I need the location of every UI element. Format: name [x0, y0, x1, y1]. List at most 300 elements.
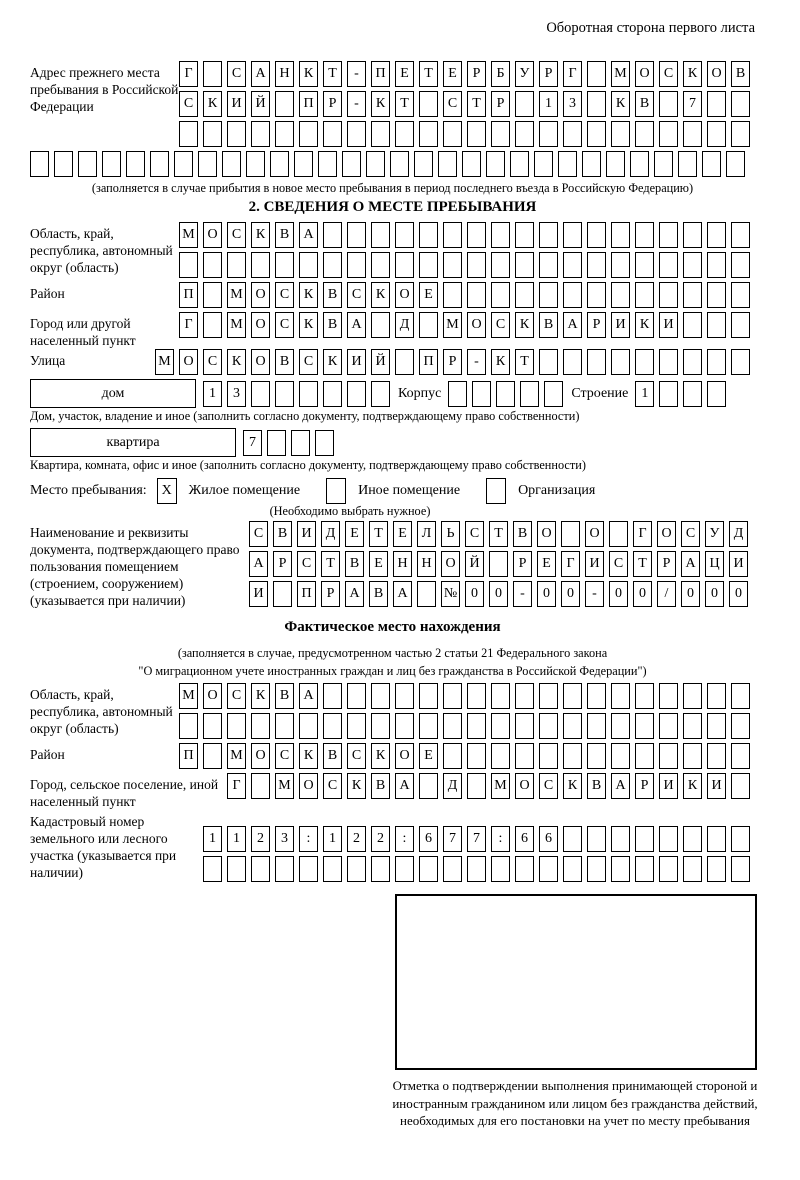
- char-cell: К: [323, 349, 342, 375]
- char-cell: [731, 856, 750, 882]
- char-cell: [347, 683, 366, 709]
- char-cell: И: [347, 349, 366, 375]
- char-cell: [659, 282, 678, 308]
- char-cell: [611, 121, 630, 147]
- city2-field: [30, 773, 755, 810]
- char-cell: [731, 683, 750, 709]
- char-cell: О: [707, 61, 726, 87]
- char-cell: [419, 252, 438, 278]
- char-cell: [342, 151, 361, 177]
- char-cell: [467, 282, 486, 308]
- char-cell: К: [515, 312, 534, 338]
- char-cell: Т: [515, 349, 534, 375]
- char-cell: [443, 282, 462, 308]
- char-cell: [539, 121, 558, 147]
- char-cell: И: [659, 773, 678, 799]
- char-cell: [294, 151, 313, 177]
- char-cell: [659, 222, 678, 248]
- char-cell: С: [659, 61, 678, 87]
- char-cell: [683, 252, 702, 278]
- char-cell: С: [443, 91, 462, 117]
- char-cell: Г: [179, 61, 198, 87]
- char-cell: А: [563, 312, 582, 338]
- char-cell: [273, 581, 292, 607]
- char-cell: С: [203, 349, 222, 375]
- char-cell: В: [275, 222, 294, 248]
- char-cell: [731, 222, 750, 248]
- prev-address-row-3: [179, 121, 755, 147]
- char-cell: [683, 713, 702, 739]
- char-cell: [635, 856, 654, 882]
- char-cell: [539, 282, 558, 308]
- char-cell: -: [347, 91, 366, 117]
- street-label: Улица: [30, 353, 66, 368]
- char-cell: Ь: [441, 521, 460, 547]
- city-row: [179, 312, 755, 338]
- char-cell: 6: [515, 826, 534, 852]
- char-cell: [611, 856, 630, 882]
- char-cell: [203, 856, 222, 882]
- char-cell: [635, 252, 654, 278]
- char-cell: [563, 252, 582, 278]
- char-cell: [707, 826, 726, 852]
- district-field: [30, 282, 755, 312]
- cadastre-field: [30, 810, 755, 886]
- char-cell: [371, 121, 390, 147]
- char-cell: В: [275, 683, 294, 709]
- char-cell: [438, 151, 457, 177]
- char-cell: [78, 151, 97, 177]
- char-cell: С: [323, 773, 342, 799]
- stay-place-caption: (Необходимо выбрать нужное): [269, 504, 431, 518]
- char-cell: [731, 773, 750, 799]
- char-cell: Б: [491, 61, 510, 87]
- char-cell: Д: [321, 521, 340, 547]
- char-cell: В: [275, 349, 294, 375]
- region-field: [30, 222, 755, 282]
- char-cell: [702, 151, 721, 177]
- char-cell: [520, 381, 539, 407]
- char-cell: Р: [539, 61, 558, 87]
- document-row-1: [249, 521, 755, 547]
- char-cell: [731, 312, 750, 338]
- char-cell: Е: [395, 61, 414, 87]
- char-cell: [395, 222, 414, 248]
- char-cell: С: [275, 282, 294, 308]
- char-cell: [323, 222, 342, 248]
- char-cell: К: [251, 222, 270, 248]
- char-cell: [707, 349, 726, 375]
- char-cell: [539, 856, 558, 882]
- char-cell: [563, 826, 582, 852]
- char-cell: Т: [369, 521, 388, 547]
- stamp-caption: Отметка о подтверждении выполнения принимающей стороной и иностранным гражданином или лицом без гражданства действий, необходимых для его постановки на учет по месту пребывания: [392, 1078, 758, 1128]
- char-cell: Д: [443, 773, 462, 799]
- char-cell: [731, 282, 750, 308]
- char-cell: [635, 282, 654, 308]
- char-cell: И: [297, 521, 316, 547]
- char-cell: А: [345, 581, 364, 607]
- char-cell: [630, 151, 649, 177]
- char-cell: Е: [419, 743, 438, 769]
- char-cell: М: [491, 773, 510, 799]
- char-cell: [731, 713, 750, 739]
- char-cell: [395, 856, 414, 882]
- district-row: [179, 282, 755, 308]
- char-cell: В: [635, 91, 654, 117]
- char-cell: [635, 743, 654, 769]
- region-row-2: [179, 252, 755, 278]
- char-cell: [515, 91, 534, 117]
- char-cell: С: [249, 521, 268, 547]
- char-cell: В: [539, 312, 558, 338]
- char-cell: М: [275, 773, 294, 799]
- char-cell: [390, 151, 409, 177]
- char-cell: С: [275, 743, 294, 769]
- char-cell: И: [585, 551, 604, 577]
- char-cell: 1: [203, 826, 222, 852]
- char-cell: [491, 683, 510, 709]
- char-cell: [611, 222, 630, 248]
- char-cell: К: [251, 683, 270, 709]
- char-cell: [395, 713, 414, 739]
- char-cell: С: [297, 551, 316, 577]
- char-cell: С: [491, 312, 510, 338]
- char-cell: [443, 856, 462, 882]
- char-cell: [467, 683, 486, 709]
- char-cell: [150, 151, 169, 177]
- char-cell: [419, 773, 438, 799]
- char-cell: [347, 713, 366, 739]
- district2-row: [179, 743, 755, 769]
- char-cell: [587, 91, 606, 117]
- char-cell: Н: [417, 551, 436, 577]
- char-cell: В: [323, 312, 342, 338]
- char-cell: К: [371, 282, 390, 308]
- char-cell: [227, 713, 246, 739]
- char-cell: [486, 151, 505, 177]
- region2-row-2: [179, 713, 755, 739]
- char-cell: [611, 252, 630, 278]
- char-cell: [251, 856, 270, 882]
- char-cell: [347, 381, 366, 407]
- char-cell: [467, 713, 486, 739]
- char-cell: [635, 683, 654, 709]
- char-cell: 0: [465, 581, 484, 607]
- char-cell: [395, 252, 414, 278]
- stroenie-cells: [635, 381, 731, 407]
- char-cell: [611, 713, 630, 739]
- char-cell: Т: [323, 61, 342, 87]
- char-cell: [659, 743, 678, 769]
- char-cell: Д: [395, 312, 414, 338]
- char-cell: А: [251, 61, 270, 87]
- char-cell: М: [155, 349, 174, 375]
- char-cell: [251, 252, 270, 278]
- char-cell: [539, 222, 558, 248]
- char-cell: [707, 381, 726, 407]
- cadastre-row-2: [203, 856, 755, 882]
- char-cell: [462, 151, 481, 177]
- char-cell: В: [323, 282, 342, 308]
- char-cell: [659, 381, 678, 407]
- char-cell: Т: [633, 551, 652, 577]
- char-cell: В: [587, 773, 606, 799]
- char-cell: А: [611, 773, 630, 799]
- char-cell: Т: [419, 61, 438, 87]
- char-cell: №: [441, 581, 460, 607]
- char-cell: К: [683, 773, 702, 799]
- char-cell: [203, 282, 222, 308]
- char-cell: У: [515, 61, 534, 87]
- char-cell: -: [513, 581, 532, 607]
- actual-location-caption-2: "О миграционном учете иностранных граждан и лиц без гражданства в Российской Федерации"): [138, 664, 647, 678]
- char-cell: [654, 151, 673, 177]
- char-cell: [222, 151, 241, 177]
- char-cell: [587, 826, 606, 852]
- stroenie-label: Строение: [571, 385, 629, 401]
- char-cell: [251, 713, 270, 739]
- char-cell: [323, 121, 342, 147]
- char-cell: [683, 312, 702, 338]
- char-cell: [707, 91, 726, 117]
- apartment-row: [30, 428, 755, 457]
- region-label: Область, край, республика, автономный округ (область): [30, 226, 173, 275]
- char-cell: [539, 683, 558, 709]
- char-cell: [659, 683, 678, 709]
- char-cell: Г: [561, 551, 580, 577]
- char-cell: [515, 252, 534, 278]
- char-cell: И: [707, 773, 726, 799]
- char-cell: Е: [537, 551, 556, 577]
- char-cell: Г: [227, 773, 246, 799]
- char-cell: К: [491, 349, 510, 375]
- city2-row: [227, 773, 755, 799]
- char-cell: [227, 121, 246, 147]
- char-cell: [179, 252, 198, 278]
- char-cell: 2: [371, 826, 390, 852]
- char-cell: К: [347, 773, 366, 799]
- char-cell: С: [179, 91, 198, 117]
- char-cell: [443, 222, 462, 248]
- char-cell: В: [323, 743, 342, 769]
- char-cell: Е: [369, 551, 388, 577]
- char-cell: [683, 743, 702, 769]
- char-cell: Н: [275, 61, 294, 87]
- char-cell: [635, 121, 654, 147]
- char-cell: [707, 312, 726, 338]
- stay-option-residential-checkbox: X: [157, 478, 177, 504]
- char-cell: О: [657, 521, 676, 547]
- char-cell: [611, 349, 630, 375]
- char-cell: [417, 581, 436, 607]
- char-cell: [683, 222, 702, 248]
- char-cell: [371, 683, 390, 709]
- char-cell: [587, 121, 606, 147]
- char-cell: [563, 713, 582, 739]
- char-cell: [707, 222, 726, 248]
- char-cell: [659, 826, 678, 852]
- char-cell: [315, 430, 334, 456]
- char-cell: Р: [491, 91, 510, 117]
- char-cell: [587, 683, 606, 709]
- stay-option-other-checkbox: [326, 478, 346, 504]
- char-cell: [587, 282, 606, 308]
- prev-address-field: [30, 61, 755, 151]
- char-cell: [563, 856, 582, 882]
- char-cell: [54, 151, 73, 177]
- char-cell: [267, 430, 286, 456]
- char-cell: [347, 856, 366, 882]
- char-cell: [659, 349, 678, 375]
- char-cell: М: [227, 312, 246, 338]
- char-cell: Д: [729, 521, 748, 547]
- char-cell: 1: [203, 381, 222, 407]
- char-cell: [515, 683, 534, 709]
- char-cell: Р: [467, 61, 486, 87]
- char-cell: [489, 551, 508, 577]
- stay-option-organization-label: Организация: [518, 483, 596, 498]
- char-cell: [443, 743, 462, 769]
- house-caption: Дом, участок, владение и иное (заполнить согласно документу, подтверждающему право собственности): [30, 409, 580, 423]
- char-cell: Й: [371, 349, 390, 375]
- char-cell: Р: [323, 91, 342, 117]
- char-cell: О: [467, 312, 486, 338]
- confirmation-stamp-box: [395, 894, 757, 1070]
- char-cell: [347, 252, 366, 278]
- char-cell: П: [419, 349, 438, 375]
- document-field: [30, 521, 755, 611]
- char-cell: [299, 381, 318, 407]
- char-cell: О: [395, 282, 414, 308]
- char-cell: О: [585, 521, 604, 547]
- char-cell: 2: [347, 826, 366, 852]
- char-cell: [203, 121, 222, 147]
- char-cell: К: [227, 349, 246, 375]
- char-cell: [635, 222, 654, 248]
- char-cell: :: [491, 826, 510, 852]
- char-cell: Й: [465, 551, 484, 577]
- char-cell: [203, 743, 222, 769]
- char-cell: М: [179, 683, 198, 709]
- char-cell: [30, 151, 49, 177]
- char-cell: [707, 713, 726, 739]
- char-cell: [563, 121, 582, 147]
- char-cell: Й: [251, 91, 270, 117]
- char-cell: А: [249, 551, 268, 577]
- char-cell: [395, 349, 414, 375]
- apartment-widebox: квартира: [30, 428, 236, 457]
- char-cell: [323, 381, 342, 407]
- street-field: [30, 349, 755, 379]
- char-cell: О: [251, 349, 270, 375]
- char-cell: 0: [537, 581, 556, 607]
- char-cell: 3: [227, 381, 246, 407]
- char-cell: [659, 713, 678, 739]
- char-cell: [414, 151, 433, 177]
- char-cell: [515, 743, 534, 769]
- char-cell: [515, 222, 534, 248]
- char-cell: В: [731, 61, 750, 87]
- char-cell: [587, 713, 606, 739]
- char-cell: 3: [563, 91, 582, 117]
- char-cell: [678, 151, 697, 177]
- char-cell: Г: [633, 521, 652, 547]
- char-cell: [726, 151, 745, 177]
- char-cell: 1: [323, 826, 342, 852]
- char-cell: Р: [443, 349, 462, 375]
- document-label: Наименование и реквизиты документа, подтверждающего право пользования помещением (строением, сооружением) (указывается при наличии): [30, 525, 240, 608]
- char-cell: [731, 91, 750, 117]
- char-cell: [683, 282, 702, 308]
- char-cell: [539, 713, 558, 739]
- char-cell: [539, 743, 558, 769]
- char-cell: У: [705, 521, 724, 547]
- char-cell: И: [611, 312, 630, 338]
- char-cell: [467, 856, 486, 882]
- char-cell: 0: [561, 581, 580, 607]
- char-cell: П: [179, 282, 198, 308]
- char-cell: С: [227, 222, 246, 248]
- stay-place-row: [30, 478, 755, 504]
- char-cell: [198, 151, 217, 177]
- char-cell: 1: [227, 826, 246, 852]
- char-cell: О: [203, 222, 222, 248]
- char-cell: [366, 151, 385, 177]
- char-cell: А: [681, 551, 700, 577]
- char-cell: [587, 222, 606, 248]
- char-cell: [467, 121, 486, 147]
- char-cell: [275, 252, 294, 278]
- char-cell: /: [657, 581, 676, 607]
- char-cell: [659, 252, 678, 278]
- char-cell: [491, 282, 510, 308]
- char-cell: Т: [467, 91, 486, 117]
- char-cell: [582, 151, 601, 177]
- char-cell: [246, 151, 265, 177]
- char-cell: О: [179, 349, 198, 375]
- char-cell: 0: [681, 581, 700, 607]
- char-cell: -: [467, 349, 486, 375]
- char-cell: 1: [635, 381, 654, 407]
- char-cell: [683, 381, 702, 407]
- char-cell: [227, 856, 246, 882]
- char-cell: Г: [563, 61, 582, 87]
- char-cell: К: [299, 312, 318, 338]
- char-cell: О: [203, 683, 222, 709]
- char-cell: [299, 121, 318, 147]
- char-cell: Р: [587, 312, 606, 338]
- char-cell: А: [299, 683, 318, 709]
- char-cell: Р: [513, 551, 532, 577]
- char-cell: [491, 252, 510, 278]
- char-cell: К: [635, 312, 654, 338]
- document-row-3: [249, 581, 755, 607]
- region2-label: Область, край, республика, автономный округ (область): [30, 687, 173, 736]
- char-cell: В: [273, 521, 292, 547]
- char-cell: П: [299, 91, 318, 117]
- char-cell: [419, 121, 438, 147]
- char-cell: [203, 252, 222, 278]
- char-cell: [496, 381, 515, 407]
- char-cell: [534, 151, 553, 177]
- char-cell: С: [347, 282, 366, 308]
- char-cell: [419, 91, 438, 117]
- char-cell: [472, 381, 491, 407]
- prev-address-caption: (заполняется в случае прибытия в новое место пребывания в период последнего въезда в Российскую Федерацию): [91, 181, 694, 195]
- char-cell: С: [347, 743, 366, 769]
- char-cell: О: [441, 551, 460, 577]
